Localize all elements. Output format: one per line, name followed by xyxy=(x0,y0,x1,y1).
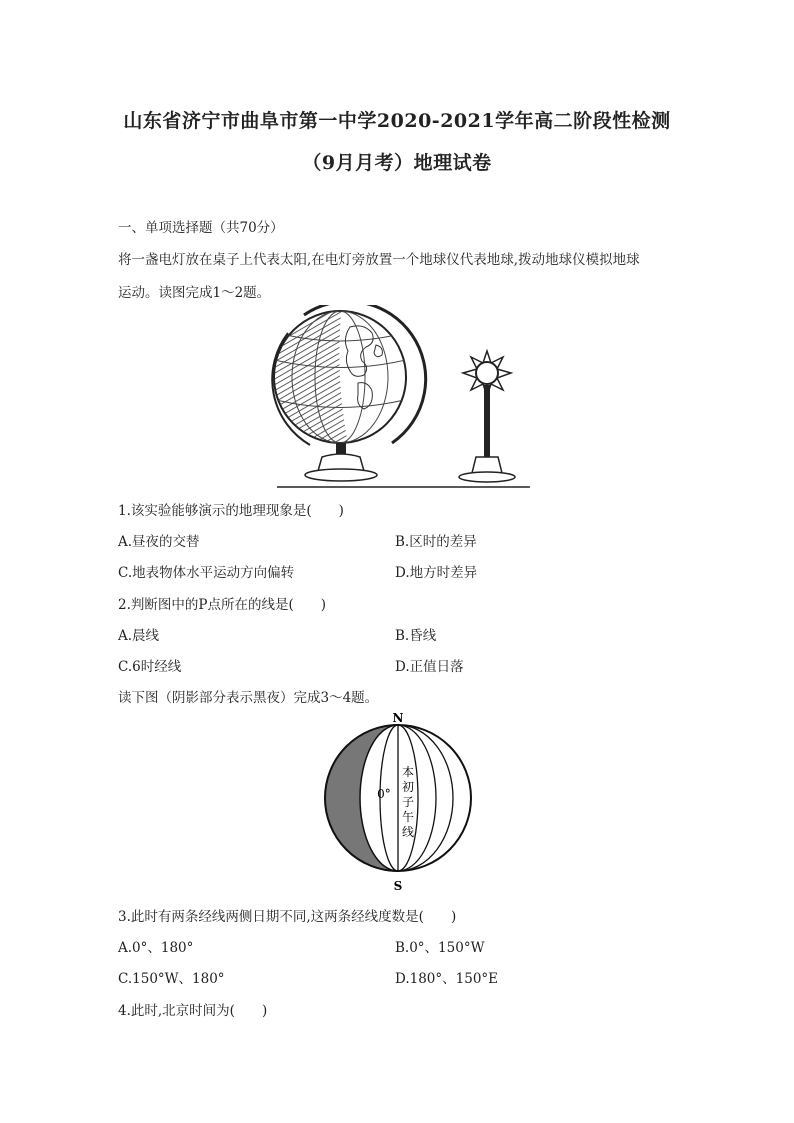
section-heading: 一、单项选择题（共70分） xyxy=(118,220,284,236)
intro-text-line2: 运动。读图完成1～2题。 xyxy=(118,285,271,301)
question-1-option-b[interactable]: B.区时的差异 xyxy=(395,534,477,550)
meridian-label-char: 初 xyxy=(401,780,415,794)
intro-text-line1: 将一盏电灯放在桌子上代表太阳,在电灯旁放置一个地球仪代表地球,拨动地球仪模拟地球 xyxy=(118,252,640,268)
question-3-stem: 3.此时有两条经线两侧日期不同,这两条经线度数是( ) xyxy=(118,909,457,925)
page-title-line1: 山东省济宁市曲阜市第一中学2020-2021学年高二阶段性检测 xyxy=(123,110,671,132)
question-3-option-b[interactable]: B.0°、150°W xyxy=(395,940,485,956)
question-2-option-a[interactable]: A.晨线 xyxy=(118,628,160,644)
question-3-option-c[interactable]: C.150°W、180° xyxy=(118,971,225,987)
meridian-label-char: 线 xyxy=(401,825,415,839)
page-title-line2: （9月月考）地理试卷 xyxy=(302,152,492,174)
meridian-label-char: 子 xyxy=(401,795,415,809)
question-3-option-d[interactable]: D.180°、150°E xyxy=(395,971,499,987)
meridian-label-char: 午 xyxy=(401,810,415,824)
globe-lamp-figure xyxy=(262,305,537,493)
question-1-option-a[interactable]: A.昼夜的交替 xyxy=(118,534,200,550)
question-4-stem: 4.此时,北京时间为( ) xyxy=(118,1003,268,1019)
question-3-option-a[interactable]: A.0°、180° xyxy=(118,940,194,956)
day-night-diagram xyxy=(318,710,478,896)
question-2-stem: 2.判断图中的P点所在的线是( ) xyxy=(118,597,326,613)
zero-degree-label: 0° xyxy=(377,787,391,801)
south-label: S xyxy=(393,879,403,893)
question-2-option-b[interactable]: B.昏线 xyxy=(395,628,437,644)
intro-text-2: 读下图（阴影部分表示黑夜）完成3～4题。 xyxy=(118,690,379,706)
question-1-stem: 1.该实验能够演示的地理现象是( ) xyxy=(118,503,344,519)
question-1-option-d[interactable]: D.地方时差异 xyxy=(395,565,478,581)
question-2-option-d[interactable]: D.正值日落 xyxy=(395,659,464,675)
meridian-label-char: 本 xyxy=(401,765,415,779)
north-label: N xyxy=(392,711,404,725)
question-2-option-c[interactable]: C.6时经线 xyxy=(118,659,182,675)
question-1-option-c[interactable]: C.地表物体水平运动方向偏转 xyxy=(118,565,295,581)
